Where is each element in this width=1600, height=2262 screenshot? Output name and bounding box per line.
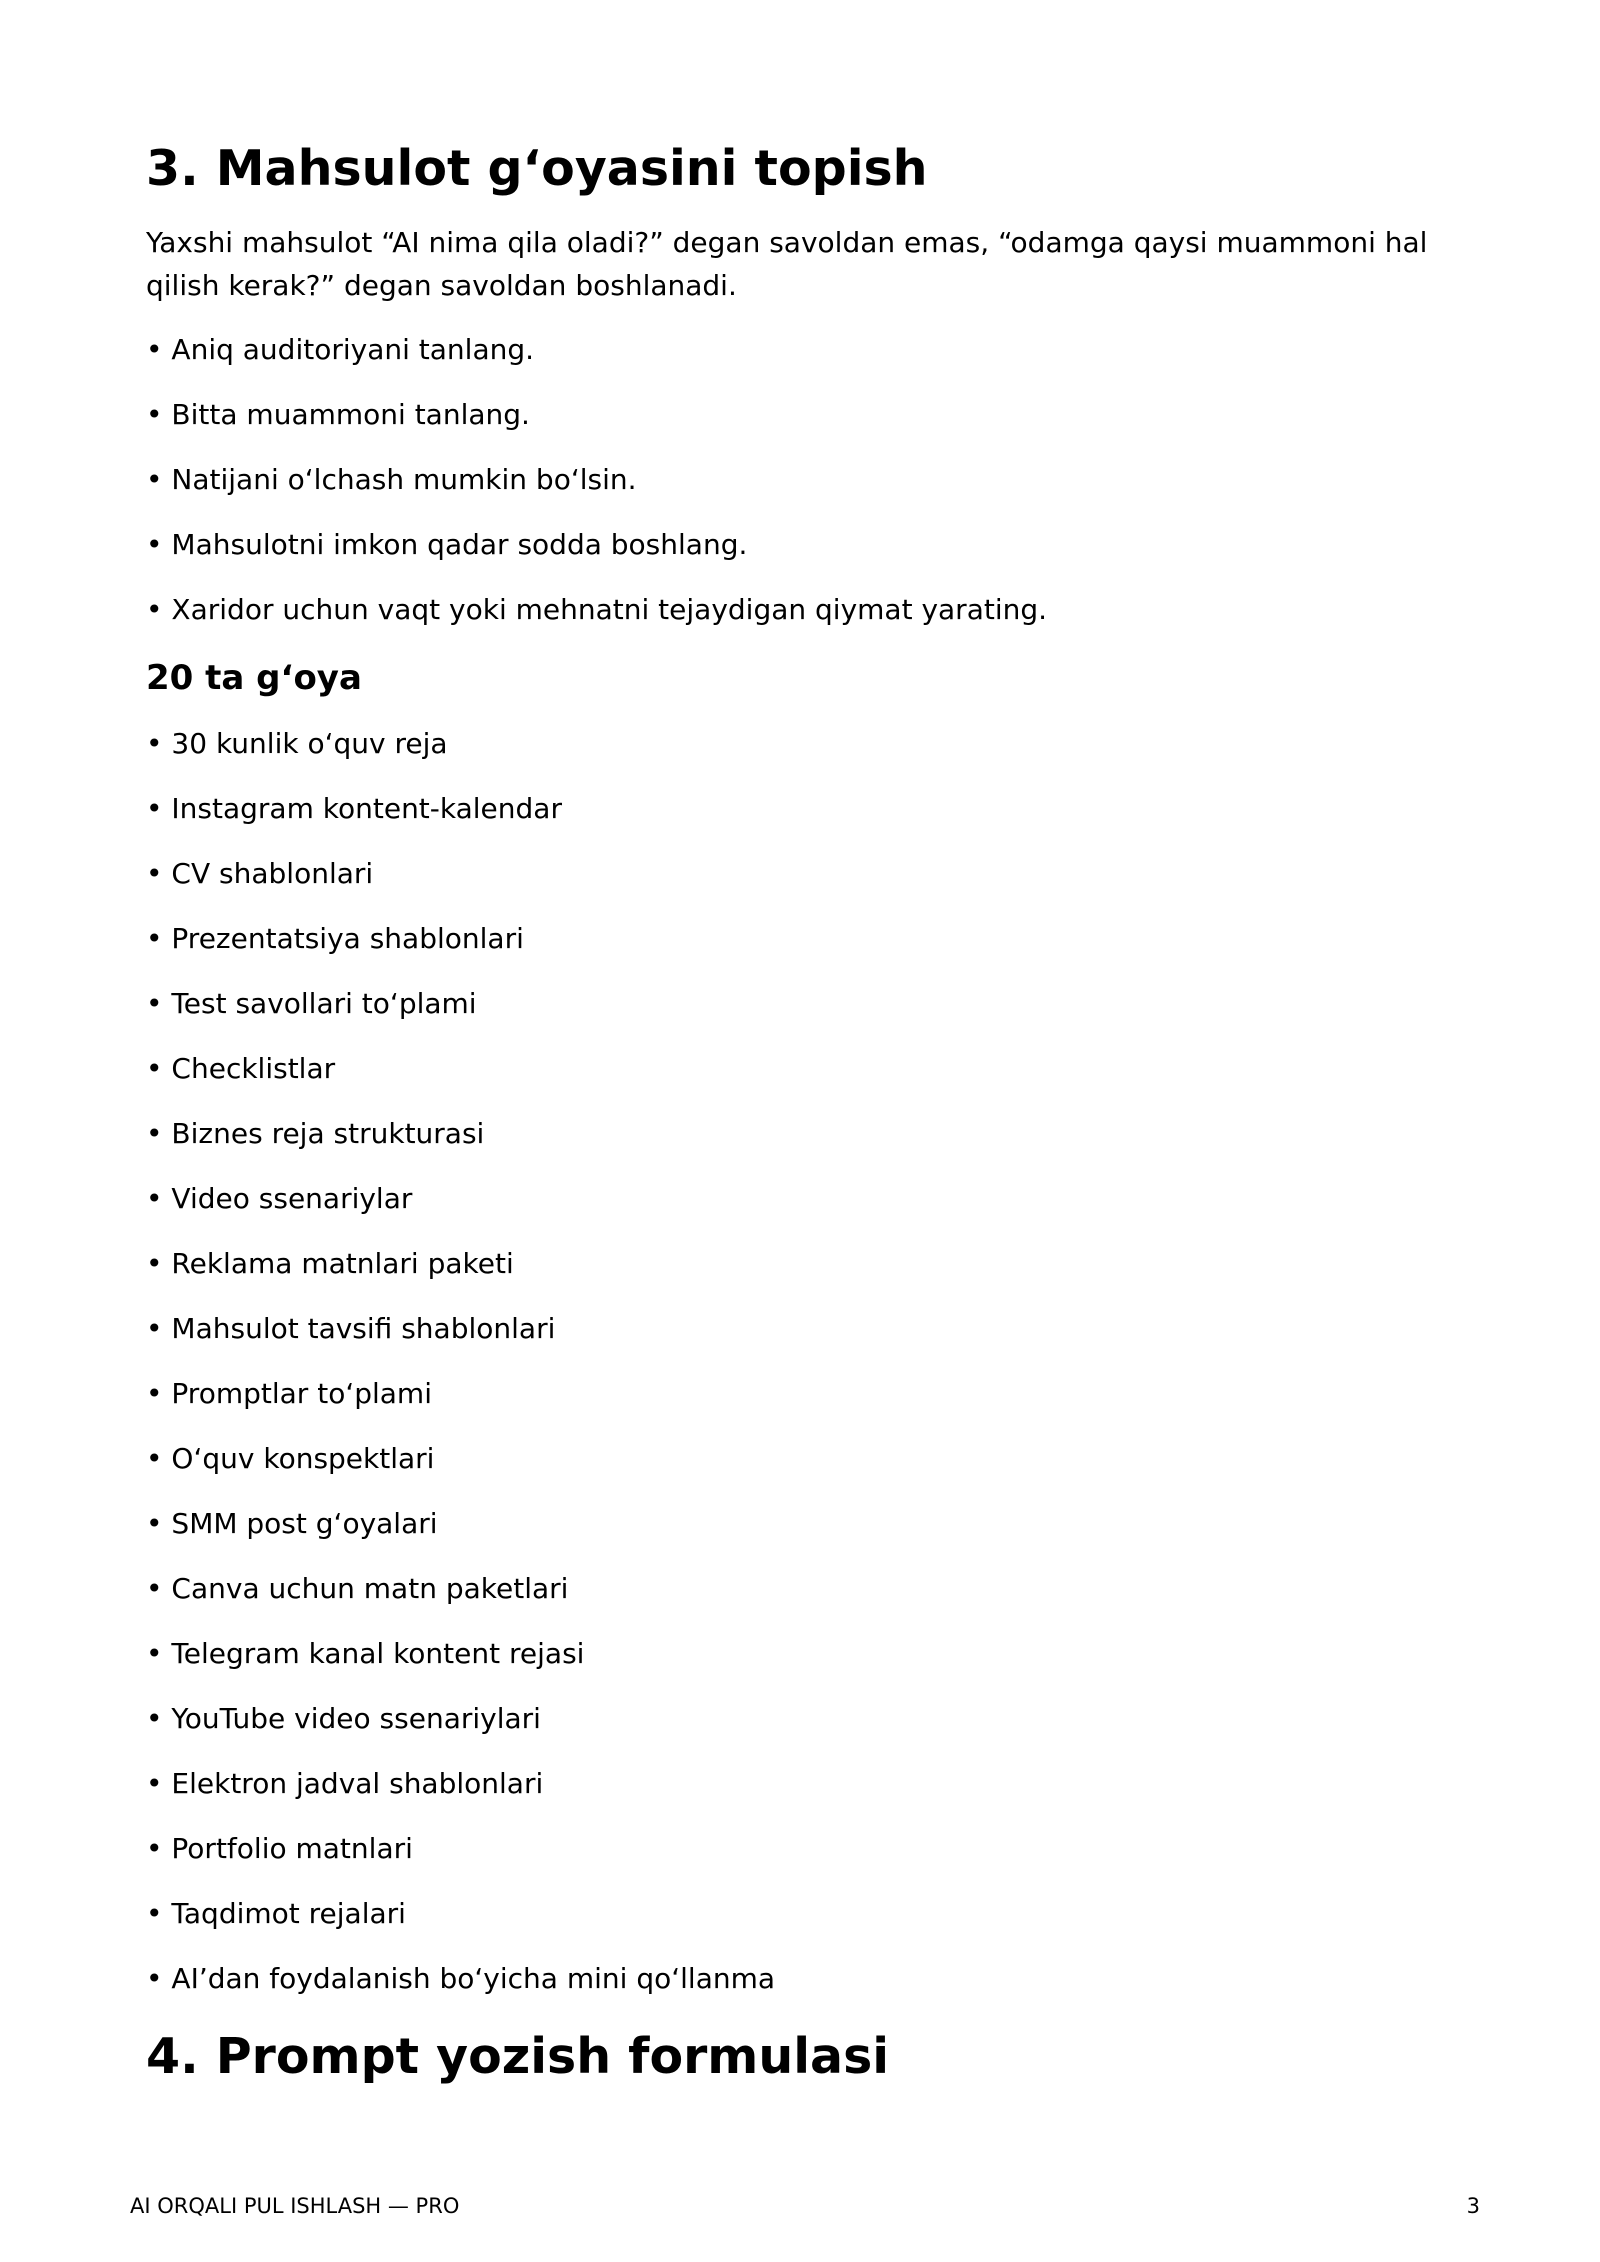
list-item: • 30 kunlik o‘quv reja: [146, 727, 448, 760]
list-item: • Xaridor uchun vaqt yoki mehnatni tejaydigan qiymat yarating.: [146, 593, 1048, 626]
list-item: • Test savollari to‘plami: [146, 987, 477, 1020]
list-item: • Aniq auditoriyani tanlang.: [146, 333, 535, 366]
list-item: • Reklama matnlari paketi: [146, 1247, 514, 1280]
list-item: • Prezentatsiya shablonlari: [146, 922, 524, 955]
section-4-heading: 4. Prompt yozish formulasi: [146, 2028, 890, 2085]
list-item: • Video ssenariylar: [146, 1182, 413, 1215]
page-number: 3: [1466, 2194, 1480, 2218]
ideas-subheading: 20 ta g‘oya: [146, 658, 362, 698]
section-3-heading: 3. Mahsulot g‘oyasini topish: [146, 140, 928, 197]
list-item: • Bitta muammoni tanlang.: [146, 398, 530, 431]
section-3-intro: Yaxshi mahsulot “AI nima qila oladi?” degan savoldan emas, “odamga qaysi muammoni hal qilish kerak?” degan savoldan boshlanadi.: [146, 226, 1428, 302]
list-item: • Elektron jadval shablonlari: [146, 1767, 544, 1800]
list-item: • Telegram kanal kontent rejasi: [146, 1637, 585, 1670]
list-item: • Instagram kontent-kalendar: [146, 792, 562, 825]
footer-title: AI ORQALI PUL ISHLASH — PRO: [130, 2194, 460, 2218]
list-item: • Mahsulotni imkon qadar sodda boshlang.: [146, 528, 748, 561]
list-item: • Checklistlar: [146, 1052, 336, 1085]
list-item: • AI’dan foydalanish bo‘yicha mini qo‘llanma: [146, 1962, 776, 1995]
list-item: • Promptlar to‘plami: [146, 1377, 432, 1410]
list-item: • CV shablonlari: [146, 857, 374, 890]
list-item: • Biznes reja strukturasi: [146, 1117, 485, 1150]
ideas-list: [146, 726, 775, 2026]
list-item: • Natijani o‘lchash mumkin bo‘lsin.: [146, 463, 637, 496]
list-item: • Mahsulot tavsifi shablonlari: [146, 1312, 556, 1345]
list-item: • Taqdimot rejalari: [146, 1897, 406, 1930]
list-item: • Portfolio matnlari: [146, 1832, 413, 1865]
tips-list: [146, 332, 1047, 657]
list-item: • Canva uchun matn paketlari: [146, 1572, 569, 1605]
list-item: • O‘quv konspektlari: [146, 1442, 435, 1475]
list-item: • YouTube video ssenariylari: [146, 1702, 541, 1735]
list-item: • SMM post g‘oyalari: [146, 1507, 438, 1540]
